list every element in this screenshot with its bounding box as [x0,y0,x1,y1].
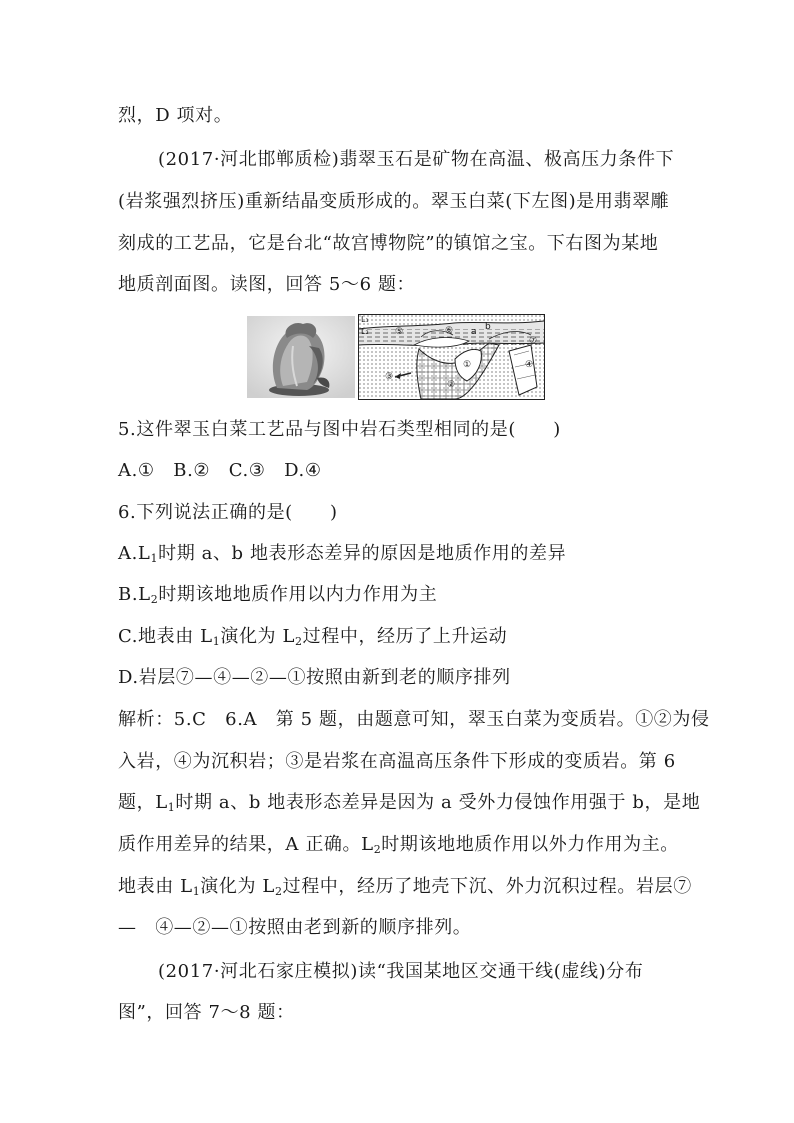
label-6: ⑥ [445,326,454,336]
label-4: ④ [525,360,534,370]
jade-cabbage-photo [247,316,355,398]
figure [247,312,545,400]
question-5-stem: 5.这件翠玉白菜工艺品与图中岩石类型相同的是( ) [118,419,561,440]
analysis-line: 解析：5.C 6.A 第 5 题，由题意可知，翠玉白菜为变质岩。①②为侵 [118,709,710,730]
analysis-line: 质作用差异的结果，A 正确。$L_2$时期该地地质作用以外力作用为主。 [118,834,679,856]
question-6-option-a: $A.L_1$时期 a、b 地表形态差异的原因是地质作用的差异 [118,543,567,565]
analysis-line: 题，$L_1$时期 a、b 地表形态差异是因为 a 受外力侵蚀作用强于 b，是地 [118,792,701,814]
text-line: 地质剖面图。读图，回答 5～6 题： [118,274,416,295]
label-7: ⑦ [529,336,538,346]
label-L2: L₂ [361,327,369,336]
analysis-line: — ④—②—①按照由老到新的顺序排列。 [118,917,472,938]
geologic-section-diagram [358,314,545,400]
label-1: ① [463,360,472,370]
text-line: (岩浆强烈挤压)重新结晶变质形成的。翠玉白菜(下左图)是用翡翠雕 [118,191,670,212]
text-line: 刻成的工艺品，它是台北“故宫博物院”的镇馆之宝。下右图为某地 [118,233,659,254]
label-L1: L₁ [361,315,369,324]
label-5: ⑤ [395,327,404,337]
label-2: ② [447,380,456,390]
question-6-option-c: C.地表由 $L_1$演化为 $L_2$过程中，经历了上升运动 [118,626,508,648]
question-6-stem: 6.下列说法正确的是( ) [118,502,338,523]
question-5-options: A.① B.② C.③ D.④ [118,460,322,481]
label-b: b [485,322,491,332]
label-a: a [471,327,477,337]
question-6-option-d: D.岩层⑦—④—②—①按照由新到老的顺序排列 [118,667,511,688]
text-line: (2017·河北石家庄模拟)读“我国某地区交通干线(虚线)分布 [158,961,644,982]
question-6-option-b: $B.L_2$时期该地地质作用以内力作用为主 [118,584,438,606]
jade-cabbage-image [247,316,355,398]
text-line: (2017·河北邯郸质检)翡翠玉石是矿物在高温、极高压力条件下 [158,149,675,170]
text-line: 图”，回答 7～8 题： [118,1002,295,1023]
label-3: ③ [385,372,394,382]
analysis-line: 入岩，④为沉积岩；③是岩浆在高温高压条件下形成的变质岩。第 6 [118,751,676,772]
analysis-line: 地表由 $L_1$演化为 $L_2$过程中，经历了地壳下沉、外力沉积过程。岩层⑦ [118,876,692,898]
text-line: 烈，D 项对。 [118,105,233,126]
